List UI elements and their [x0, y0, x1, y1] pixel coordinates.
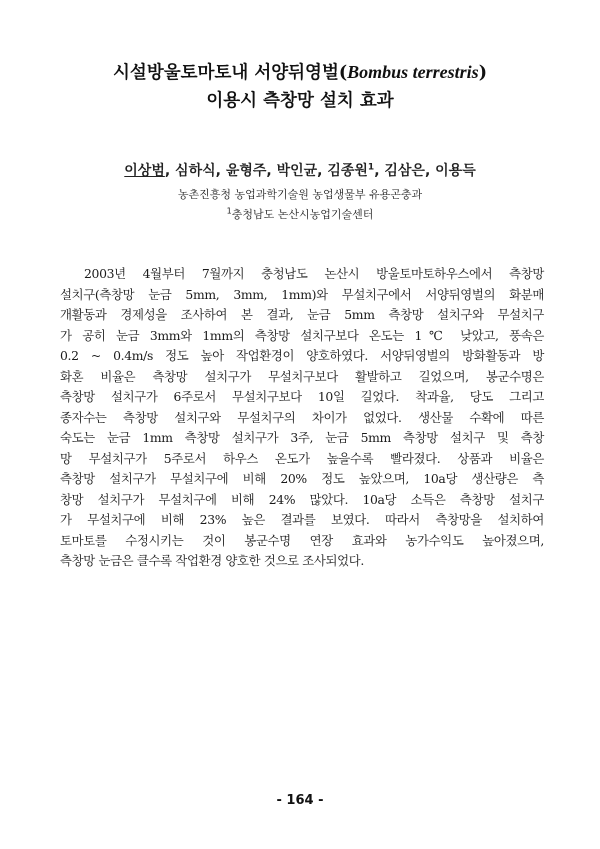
- abstract-line: 측창망 설치구가 무설치구에 비해 20% 정도 높았으며, 10a당 생산량은 측: [60, 471, 544, 486]
- abstract-line: 개활동과 경제성을 조사하여 본 결과, 눈금 5mm 측창망 설치구와 무설치구: [60, 307, 544, 322]
- abstract-line: 망 무설치구가 5주로서 하우스 온도가 높을수록 빨라졌다. 상품과 비율은: [60, 450, 544, 466]
- paper-title: [40, 58, 560, 115]
- abstract-line: 측창망 설치구가 6주로서 무설치구보다 10일 길었다. 착과율, 당도 그리고: [60, 389, 544, 404]
- title-line-2: 이용시 측창망 설치 효과: [206, 91, 394, 111]
- abstract-line: 가 무설치구에 비해 23% 높은 결과를 보였다. 따라서 측창망을 설치하여: [60, 512, 544, 527]
- abstract-line: 2003년 4월부터 7월까지 충청남도 논산시 방울토마토하우스에서 측창망: [84, 266, 544, 281]
- abstract-line: 0.2 ~ 0.4m/s 정도 높아 작업환경이 양호하였다. 서양뒤영벌의 방화활동과 방: [60, 348, 544, 363]
- first-author: 이상범: [124, 163, 165, 179]
- author-list: 이상범, 심하식, 윤형주, 박인균, 김종원$^1$, 김삼은, 이용득: [124, 162, 476, 179]
- abstract-line: 측창망 눈금은 클수록 작업환경 양호한 것으로 조사되었다.: [60, 553, 364, 568]
- species-name: Bombus terrestris: [347, 62, 479, 82]
- abstract-line: 가 공히 눈금 3mm와 1mm의 측창망 설치구보다 온도는 1℃ 낮았고, 풍속은: [60, 327, 544, 343]
- abstract-body: [60, 264, 544, 572]
- abstract-line: 설치구(측창망 눈금 5mm, 3mm, 1mm)와 무설치구에서 서양뒤영벌의 화분매: [60, 286, 544, 302]
- abstract-line: 종자수는 측창망 설치구와 무설치구의 차이가 없었다. 생산물 수확에 따른: [60, 409, 544, 425]
- author-affil-mark: 1: [367, 162, 375, 173]
- abstract-line: 숙도는 눈금 1mm 측창망 설치구가 3주, 눈금 5mm 측창망 설치구 및 측창: [60, 430, 545, 445]
- title-line-1: 시설방울토마토내 서양뒤영벌(Bombus terrestris): [113, 62, 487, 83]
- abstract-line: 화혼 비율은 측창망 설치구가 무설치구보다 활발하고 길었으며, 봉군수명은: [60, 368, 544, 384]
- affiliation-mark: 1: [226, 206, 232, 216]
- page-number: - 164 -: [276, 793, 324, 808]
- abstract-line: 창망 설치구가 무설치구에 비해 24% 많았다. 10a당 소득은 측창망 설치구: [60, 491, 544, 507]
- affiliation-2: $^1$충청남도 논산시농업기술센터: [226, 206, 374, 221]
- affiliation-1: 농촌진흥청 농업과학기술원 농업생물부 유용곤충과: [177, 188, 423, 201]
- abstract-line: 토마토를 수정시키는 것이 봉군수명 연장 효과와 농가수익도 높아졌으며,: [60, 532, 544, 548]
